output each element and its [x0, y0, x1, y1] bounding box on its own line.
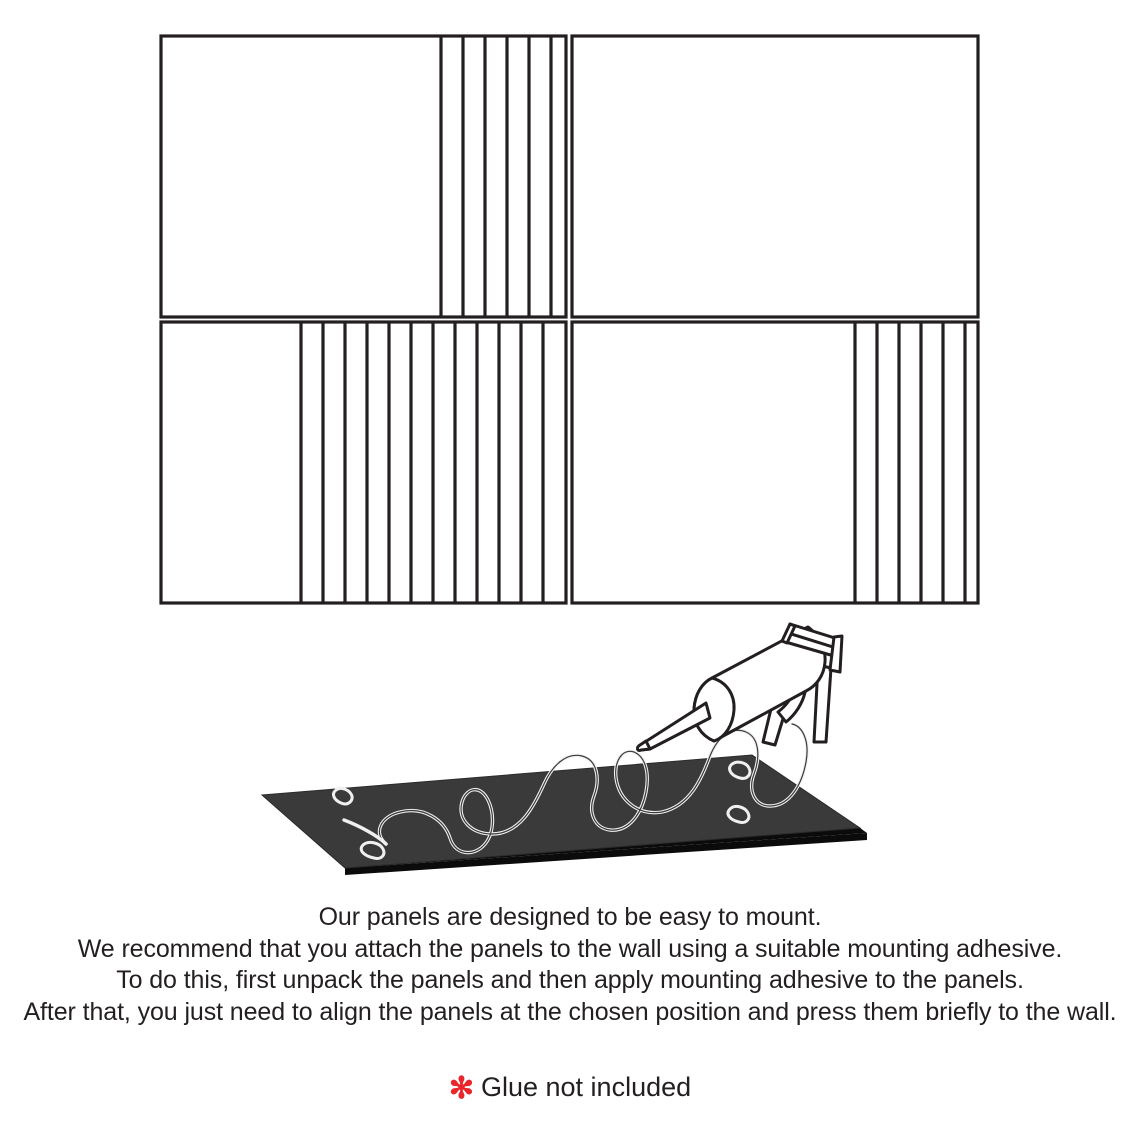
- glue-disclaimer: [0, 1072, 1140, 1104]
- panel-top-surface: [262, 755, 860, 868]
- instruction-line-2: We recommend that you attach the panels to the wall using a suitable mounting adhesive.: [77, 934, 1063, 963]
- instructions-block: [0, 902, 1140, 1028]
- gun-nozzle-tip: [637, 741, 650, 750]
- wall-panel-layout: [161, 36, 978, 603]
- panel-top-right: [572, 36, 978, 317]
- instruction-line-4: After that, you just need to align the panels at the chosen position and press them briefly to the wall.: [23, 997, 1117, 1026]
- glue-disclaimer-text: Glue not included: [480, 1072, 692, 1102]
- instruction-line-3: To do this, first unpack the panels and then apply mounting adhesive to the panels.: [116, 966, 1024, 994]
- panel-top-left: [161, 36, 566, 317]
- panel-with-adhesive-bead: [262, 724, 867, 875]
- asterisk-icon: ✻: [448, 1072, 474, 1105]
- panel-bottom-right: [572, 322, 978, 603]
- instruction-line-1: Our panels are designed to be easy to mount.: [318, 903, 822, 931]
- panel-bottom-left: [161, 322, 566, 603]
